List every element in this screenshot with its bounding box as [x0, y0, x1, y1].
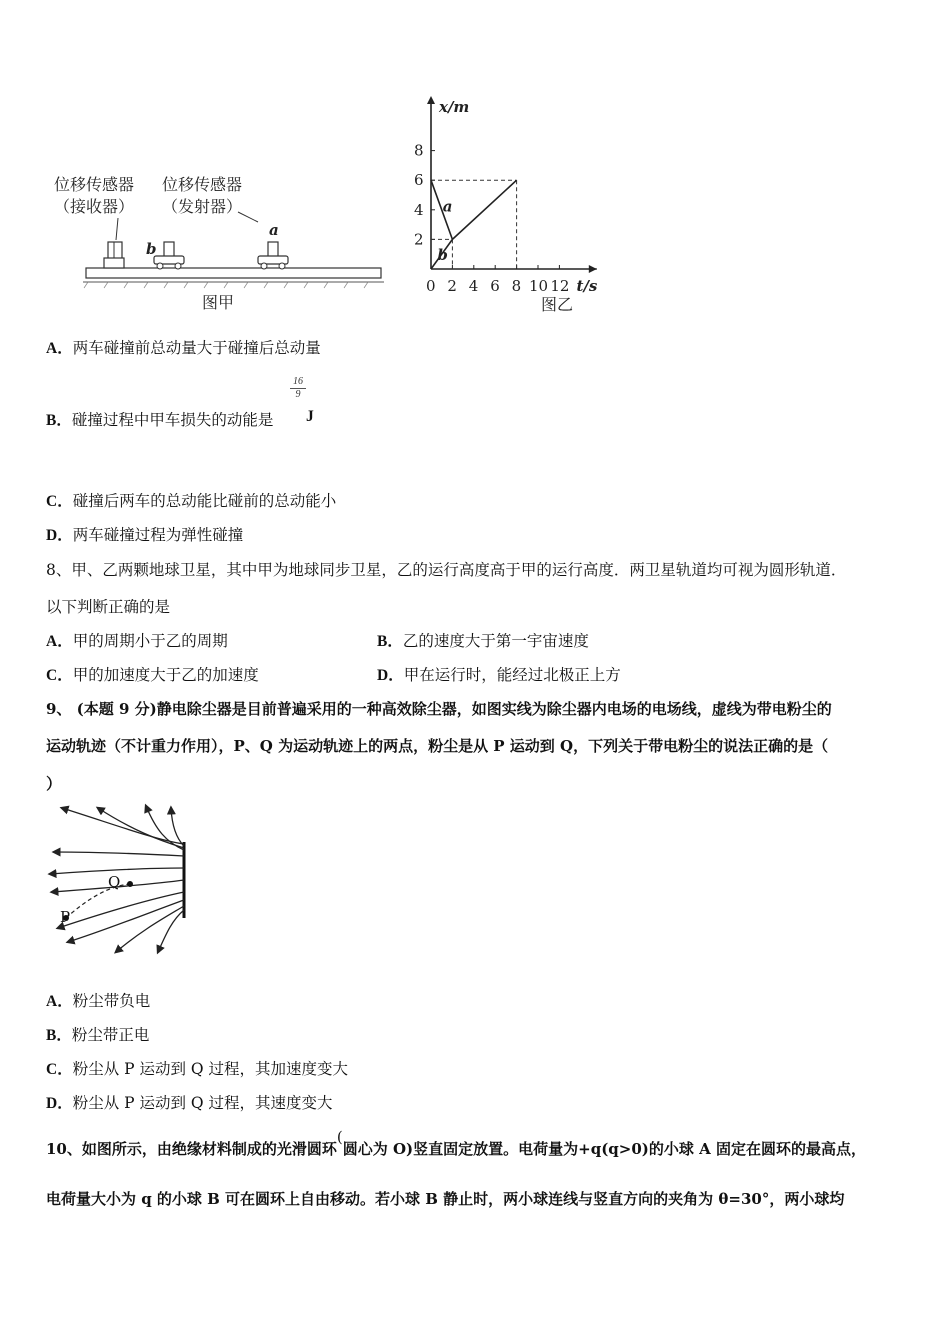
q9-option-a: [46, 989, 150, 1011]
receiver-label-1: 位移传感器: [54, 175, 135, 194]
x-tick-label: 10: [529, 277, 549, 295]
option-text: 甲的周期小于乙的周期: [72, 632, 228, 650]
figure-jia: [54, 168, 388, 316]
cart-a: [258, 242, 288, 269]
option-label: D．: [377, 667, 404, 684]
receiver-sensor: [104, 242, 124, 268]
y-tick-label: 4: [414, 200, 424, 219]
series-label-b: b: [437, 246, 448, 265]
q10-part-2: 圆心为 O)竖直固定放置。电荷量为+q(q>0)的小球 A 固定在圆环的最高点，: [342, 1140, 866, 1158]
option-label: B．: [377, 633, 403, 650]
option-text: 乙的速度大于第一宇宙速度: [402, 632, 589, 650]
q9-stem-line-2: 运动轨迹（不计重力作用），P、Q 为运动轨迹上的两点，粉尘是从 P 运动到 Q，下列关于带电粉尘的说法正确的是（: [46, 737, 829, 755]
option-label: C．: [46, 1061, 73, 1078]
x-axis-label: t/s: [576, 277, 598, 295]
option-label: B．: [46, 1027, 72, 1044]
x-tick-label: 0: [426, 277, 436, 295]
option-text: 甲的加速度大于乙的加速度: [72, 666, 259, 684]
field-lines-figure: [46, 800, 194, 960]
cart-b-label: b: [146, 240, 157, 258]
q9-option-b: [46, 1023, 149, 1045]
option-text: 粉尘从 P 运动到 Q 过程，其加速度变大: [72, 1060, 349, 1078]
q10-stem-line-2: 电荷量大小为 q 的小球 B 可在圆环上自由移动。若小球 B 静止时，两小球连线与竖直方向的夹角为 θ=30°，两小球均: [46, 1190, 845, 1208]
option-text: 甲在运行时，能经过北极正上方: [403, 666, 621, 684]
fraction-denominator: 9: [290, 388, 306, 401]
q8-option-b: [377, 629, 589, 651]
cart-a-label: a: [269, 221, 279, 239]
track: [86, 268, 381, 278]
q7-option-c: [46, 489, 336, 511]
q9-stem-line-3: ）: [46, 774, 62, 793]
option-text: 碰撞过程中甲车损失的动能是: [71, 411, 274, 429]
option-text: 两车碰撞前总动量大于碰撞后总动量: [72, 339, 321, 357]
q7-option-d: [46, 523, 243, 545]
point-q-label: Q: [108, 873, 121, 891]
receiver-label-2: （接收器）: [54, 197, 135, 216]
series-label-a: a: [442, 197, 453, 216]
q8-option-a: [46, 629, 228, 651]
figure-jia-caption: 图甲: [202, 293, 235, 312]
option-text: 粉尘带负电: [72, 992, 151, 1010]
point-p-label: P: [60, 908, 71, 926]
option-text: 两车碰撞过程为弹性碰撞: [72, 526, 244, 544]
series-line-combined: [452, 180, 516, 239]
q9-stem-line-1: 9、 (本题 9 分)静电除尘器是目前普遍采用的一种高效除尘器，如图实线为除尘器内电场的电场线，虚线为带电粉尘的: [46, 700, 832, 718]
option-label: C．: [46, 667, 73, 684]
option-label: D．: [46, 527, 73, 544]
option-label: D．: [46, 1095, 73, 1112]
fraction-numerator: 16: [293, 376, 303, 387]
option-label: C．: [46, 493, 73, 510]
emitter-label-2: （发射器）: [162, 197, 243, 216]
q9-option-d: [46, 1091, 333, 1113]
y-axis-arrow: [427, 96, 435, 104]
option-label: B．: [46, 412, 72, 429]
option-label: A．: [46, 633, 73, 650]
y-axis-label: x/m: [439, 98, 470, 116]
x-axis-arrow: [589, 265, 597, 273]
option-label: A．: [46, 340, 73, 357]
q7-b-unit: J: [306, 408, 314, 425]
option-text: 粉尘从 P 运动到 Q 过程，其速度变大: [72, 1094, 333, 1112]
y-tick-label: 2: [414, 230, 424, 249]
figure-yi-chart: [405, 92, 735, 318]
q7-option-a: [46, 336, 321, 358]
q10-part-1: 10、如图所示，由绝缘材料制成的光滑圆环: [46, 1140, 337, 1158]
cart-b: [154, 242, 184, 269]
q8-stem-line-2: 以下判断正确的是: [46, 598, 171, 616]
x-tick-label: 6: [490, 277, 500, 295]
option-text: 粉尘带正电: [71, 1026, 150, 1044]
x-tick-label: 2: [447, 277, 457, 295]
q10-stem-line-1: [46, 1128, 866, 1159]
option-label: A．: [46, 993, 73, 1010]
q7-b-fraction: [290, 376, 306, 401]
x-tick-label: 12: [550, 277, 570, 295]
q9-option-c: [46, 1057, 348, 1079]
y-tick-label: 6: [414, 171, 424, 190]
y-tick-label: 8: [414, 141, 424, 160]
q8-option-c: [46, 663, 259, 685]
q7-option-b: [46, 408, 273, 430]
x-tick-label: 8: [511, 277, 522, 295]
point-q-dot: [127, 881, 133, 887]
q8-stem-line-1: 8、甲、乙两颗地球卫星，其中甲为地球同步卫星，乙的运行高度高于甲的运行高度．两卫星轨道均可视为圆形轨道．: [46, 561, 847, 579]
x-tick-label: 4: [468, 277, 479, 295]
option-text: 碰撞后两车的总动能比碰前的总动能小: [72, 492, 337, 510]
figure-yi-caption: 图乙: [541, 295, 574, 314]
q10-paren: (: [336, 1128, 343, 1146]
emitter-label-1: 位移传感器: [162, 175, 243, 194]
q8-option-d: [377, 663, 621, 685]
